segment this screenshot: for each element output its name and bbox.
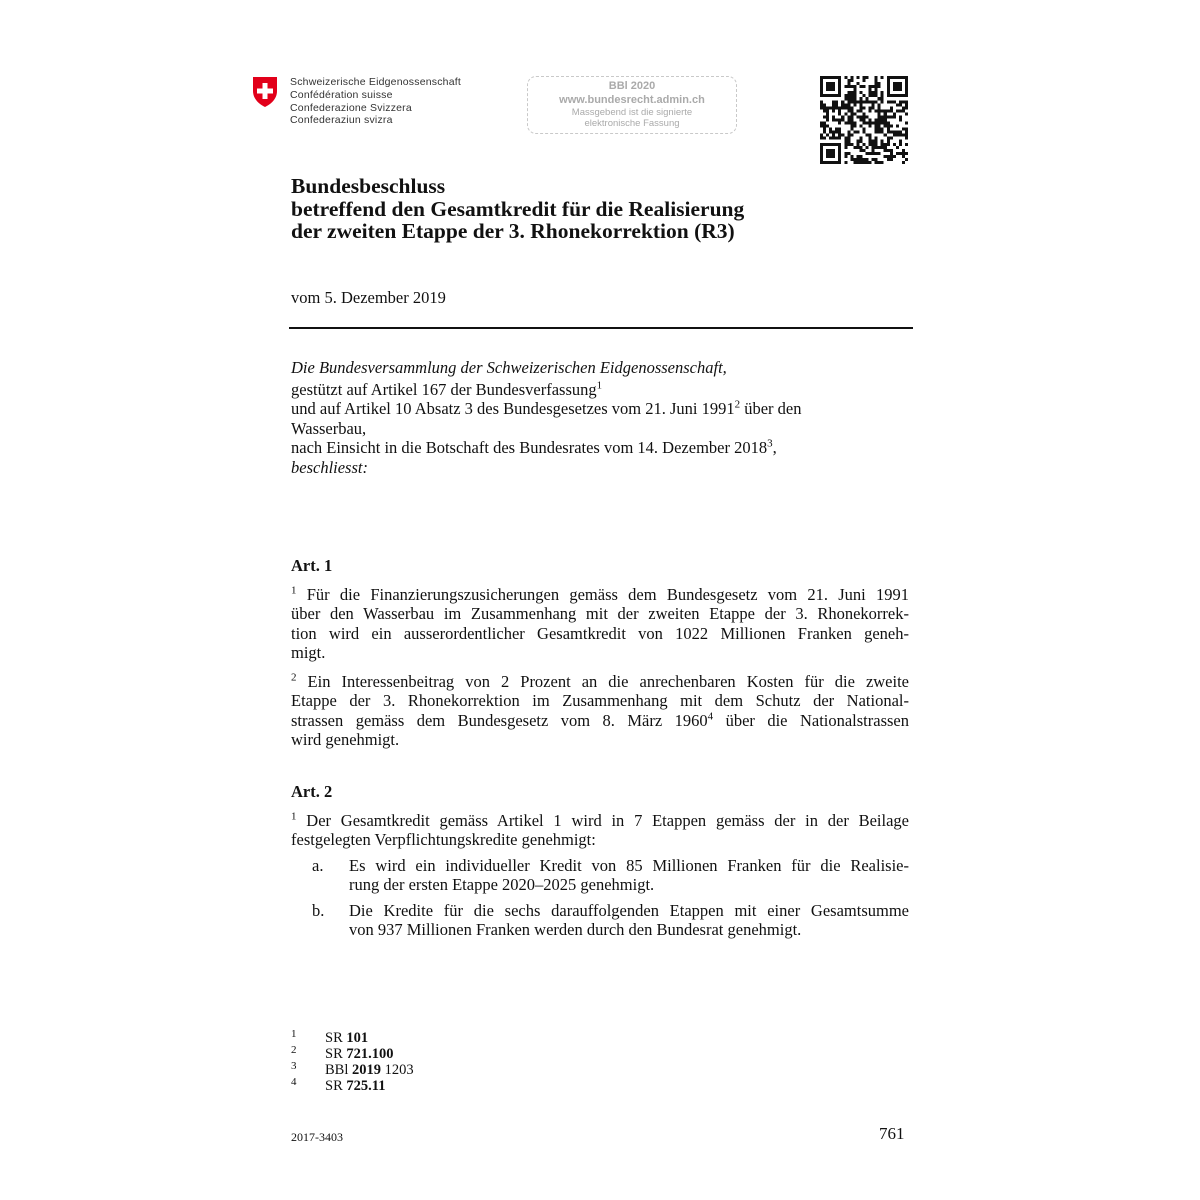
confederation-name-de: Schweizerische Eidgenossenschaft bbox=[290, 76, 461, 88]
footnote-ref-2[interactable]: 2 bbox=[734, 398, 741, 411]
confederation-name-it: Confederazione Svizzera bbox=[290, 101, 412, 114]
footnote-number: 4 bbox=[291, 1076, 297, 1088]
footnote-ref-3[interactable]: 3 bbox=[767, 437, 773, 450]
swiss-coat-of-arms-icon bbox=[252, 76, 278, 108]
paragraph-number: 1 bbox=[291, 810, 297, 822]
article-1 bbox=[291, 556, 909, 750]
confederation-name-fr: Confédération suisse bbox=[290, 88, 393, 101]
footnote-ref-value: 721.100 bbox=[346, 1046, 394, 1062]
line-text: strassen gemäss dem Bundesgesetz vom 8. März 1960 bbox=[291, 710, 708, 730]
document-title bbox=[291, 175, 931, 243]
footnote-number: 2 bbox=[291, 1044, 297, 1056]
footnote-ref-4[interactable]: 4 bbox=[707, 710, 714, 722]
line-text: über die Nationalstrassen bbox=[713, 710, 910, 730]
paragraph-number: 2 bbox=[291, 671, 297, 683]
footnote-ref-value: 725.11 bbox=[346, 1078, 386, 1094]
list-item-a bbox=[291, 856, 909, 895]
confederation-name-rm: Confederaziun svizra bbox=[290, 114, 393, 127]
footnote-number: 1 bbox=[291, 1028, 297, 1040]
preamble-basis-2 bbox=[291, 399, 911, 419]
page-number: 761 bbox=[879, 1124, 905, 1143]
footnote-suffix: 1203 bbox=[381, 1062, 414, 1078]
text-line bbox=[291, 811, 909, 831]
footnote-ref-value: 101 bbox=[346, 1030, 369, 1046]
text-line: migt. bbox=[291, 643, 326, 662]
text-line: festgelegten Verpflichtungskredite genehmigt: bbox=[291, 830, 596, 849]
authenticity-stamp bbox=[527, 76, 737, 134]
stamp-line-4: elektronische Fassung bbox=[584, 118, 680, 129]
article-2-heading: Art. 2 bbox=[291, 782, 333, 801]
preamble-decision: beschliesst: bbox=[291, 457, 368, 477]
list-item-b bbox=[291, 901, 909, 940]
preamble bbox=[291, 358, 911, 477]
text-line: von 937 Millionen Franken werden durch den Bundesrat genehmigt. bbox=[349, 920, 802, 939]
document-id: 2017-3403 bbox=[291, 1130, 343, 1144]
basis-1-text: gestützt auf Artikel 167 der Bundesverfassung bbox=[291, 379, 597, 399]
confederation-names bbox=[290, 76, 461, 127]
basis-3-text: nach Einsicht in die Botschaft des Bundesrates vom 14. Dezember 2018 bbox=[291, 438, 768, 457]
basis-2-text: und auf Artikel 10 Absatz 3 des Bundesgesetzes vom 21. Juni 1991 bbox=[291, 399, 735, 418]
stamp-line-2: www.bundesrecht.admin.ch bbox=[559, 94, 705, 106]
qr-code-icon bbox=[820, 76, 908, 164]
list-label: a. bbox=[312, 855, 324, 875]
list-label: b. bbox=[312, 900, 325, 920]
preamble-intro: Die Bundesversammlung der Schweizerischen Eidgenossenschaft, bbox=[291, 358, 727, 377]
text-line: tion wird ein ausserordentlicher Gesamtkredit von 1022 Millionen Franken geneh- bbox=[291, 623, 909, 643]
preamble-basis-3 bbox=[291, 438, 911, 458]
title-divider bbox=[289, 327, 913, 329]
text-line bbox=[291, 585, 909, 605]
footnote-prefix: SR bbox=[325, 1030, 347, 1046]
title-line-2: betreffend den Gesamtkredit für die Realisierung bbox=[291, 196, 745, 221]
footnotes bbox=[291, 1030, 414, 1094]
text-line: Etappe der 3. Rhonekorrektion im Zusammenhang mit dem Schutz der National- bbox=[291, 691, 909, 710]
line-text: Der Gesamtkredit gemäss Artikel 1 wird in 7 Etappen gemäss der in der Beilage bbox=[306, 810, 909, 830]
basis-3-end: , bbox=[772, 438, 777, 457]
footnote-ref-1[interactable]: 1 bbox=[596, 379, 603, 391]
preamble-basis-2-cont: Wasserbau, bbox=[291, 418, 367, 438]
footnote-prefix: BBl bbox=[325, 1062, 352, 1078]
document-date: vom 5. Dezember 2019 bbox=[291, 288, 446, 307]
text-line bbox=[291, 672, 909, 692]
footnote-2 bbox=[291, 1046, 414, 1062]
line-text: Ein Interessenbeitrag von 2 Prozent an die anrechenbaren Kosten für die zweite bbox=[307, 671, 909, 691]
footnote-1 bbox=[291, 1030, 414, 1046]
article-1-heading: Art. 1 bbox=[291, 556, 333, 575]
stamp-line-1: BBl 2020 bbox=[608, 80, 656, 92]
text-line: rung der ersten Etappe 2020–2025 genehmigt. bbox=[349, 875, 655, 894]
title-line-1: Bundesbeschluss bbox=[291, 174, 446, 198]
stamp-line-3: Massgebend ist die signierte bbox=[571, 107, 693, 118]
text-line: wird genehmigt. bbox=[291, 730, 400, 749]
footnote-number: 3 bbox=[291, 1060, 297, 1072]
article-1-paragraph-2 bbox=[291, 672, 909, 750]
title-line-3: der zweiten Etappe der 3. Rhonekorrektion (R3) bbox=[291, 219, 735, 243]
article-2 bbox=[291, 782, 909, 940]
footnote-prefix: SR bbox=[325, 1046, 347, 1062]
text-line: über den Wasserbau im Zusammenhang mit der zweiten Etappe der 3. Rhonekorrek- bbox=[291, 604, 909, 623]
footnote-ref-value: 2019 bbox=[352, 1062, 381, 1078]
article-2-paragraph-1 bbox=[291, 811, 909, 850]
footnote-3 bbox=[291, 1062, 414, 1078]
line-text: Für die Finanzierungszusicherungen gemäss dem Bundesgesetz vom 21. Juni 1991 bbox=[306, 584, 909, 604]
footnote-4 bbox=[291, 1078, 414, 1094]
text-line: Es wird ein individueller Kredit von 85 Millionen Franken für die Realisie- bbox=[349, 855, 909, 875]
preamble-basis-1 bbox=[291, 380, 911, 400]
footnote-prefix: SR bbox=[325, 1078, 347, 1094]
paragraph-number: 1 bbox=[291, 584, 297, 596]
text-line: Die Kredite für die sechs darauffolgenden Etappen mit einer Gesamtsumme bbox=[349, 900, 909, 920]
basis-2-text-end: über den bbox=[740, 399, 802, 418]
article-1-paragraph-1 bbox=[291, 585, 909, 663]
text-line bbox=[291, 711, 909, 731]
